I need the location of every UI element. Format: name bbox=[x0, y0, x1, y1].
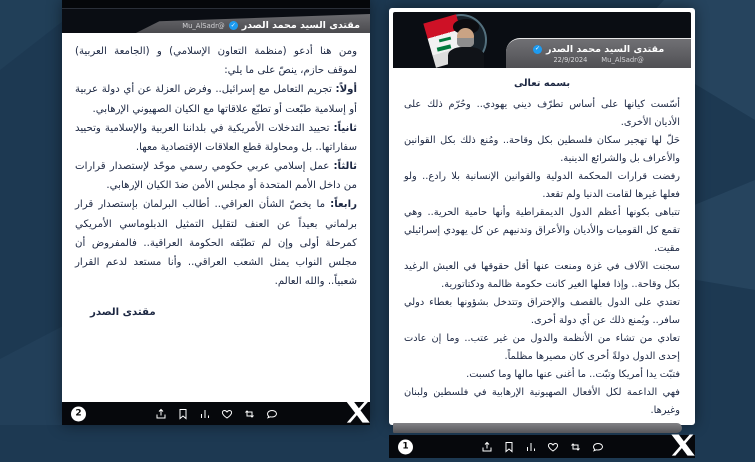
list-item-label: أولاً: bbox=[335, 84, 357, 96]
avatar bbox=[435, 14, 487, 66]
action-bar bbox=[62, 402, 370, 425]
profile-name: مقتدى السيد محمد الصدر bbox=[545, 43, 665, 55]
heart-icon[interactable] bbox=[221, 408, 233, 420]
post-paragraph: تعادي من تشاء من الأنظمة والدول من غير عتب.. وما إن عادت إحدى الدول دولةً أخرى كان مصيرها مظلماً. bbox=[404, 333, 680, 363]
page-number-badge: 2 bbox=[71, 406, 86, 421]
page-number-badge: 1 bbox=[398, 439, 413, 454]
action-bar bbox=[389, 435, 695, 458]
post-paragraph: رفضت قرارات المحكمة الدولية والقوانين الإنسانية بلا رادع.. ولو فعلها غيرها لقامت الدنيا ولم تقعد. bbox=[404, 171, 680, 201]
post-card-page-2 bbox=[62, 0, 370, 425]
profile-handle: @Mu_AlSadr bbox=[182, 21, 225, 30]
stats-icon[interactable] bbox=[525, 441, 537, 453]
post-paragraph: حَلّ لها تهجير سكان فلسطين بكل وقاحة.. ومُنع ذلك بكل القوانين والأعراف بل والشرائع الدينية. bbox=[404, 135, 680, 165]
post-paragraph: رابعاً: ما يخصّ الشأن العراقي.. أطالب البرلمان بإستصدار قرار برلماني بعيداً عن العنف لتقليل التمثيل الدبلوماسي الأمريكي كمرحلة أولى وإن لم تطبّقه الحكومة العراقية.. فالمفروض أن مجلس النواب يمثل الشعب العراقي.. وأنا مستعد لدعم القرار شعبياً.. والله العالم. bbox=[75, 199, 357, 288]
profile-name: مقتدى السيد محمد الصدر bbox=[241, 20, 360, 31]
heart-icon[interactable] bbox=[547, 441, 559, 453]
retweet-icon[interactable] bbox=[243, 408, 256, 420]
share-icon[interactable] bbox=[481, 441, 493, 453]
post-paragraph: تعتدي على الدول بالقصف والإختراق وتتدخل بشؤونها بغطاء دولي سافر.. ويُمنع ذلك عن أي دولة أخرى. bbox=[404, 297, 680, 327]
verified-badge-icon: ✓ bbox=[534, 45, 540, 52]
post-paragraph: أولاً: تجريم التعامل مع إسرائيل.. وفرض العزلة عن أي دولة عربية أو إسلامية طبّعت أو تطبّع علاقاتها مع الكيان الصهيوني الإرهابي. bbox=[75, 84, 357, 115]
post-header bbox=[62, 0, 370, 33]
post-paragraph: فتبّت يدا أمريكا وتبّت.. ما أغنى عنها مالها وما كسبت. bbox=[466, 369, 680, 381]
list-item-label: رابعاً: bbox=[330, 199, 357, 211]
x-logo[interactable] bbox=[670, 432, 696, 462]
list-item-label: ثالثاً: bbox=[333, 161, 357, 173]
retweet-icon[interactable] bbox=[569, 441, 582, 453]
comment-icon[interactable] bbox=[592, 441, 604, 453]
footer-swoosh bbox=[393, 423, 682, 433]
stats-icon[interactable] bbox=[199, 408, 211, 420]
post-paragraph: ثانياً: تحييد التدخلات الأمريكية في بلداننا العربية والإسلامية وتحييد سفاراتها.. بل ومحاولة قطع العلاقات الإقتصادية معها. bbox=[75, 122, 357, 153]
x-logo[interactable] bbox=[345, 399, 371, 429]
verified-badge-icon: ✓ bbox=[230, 21, 236, 29]
post-paragraph: تتباهى بكونها أعظم الدول الديمقراطية وأنها حامية الحرية.. وهي تقمع كل القوميات والأديان والأعراق وتدنيهم عن كل يهودي إسرائيلي مقيت. bbox=[404, 207, 680, 255]
post-date: 22/9/2024 bbox=[553, 55, 588, 64]
signature: مقتدى الصدر bbox=[90, 307, 156, 319]
comment-icon[interactable] bbox=[266, 408, 278, 420]
post-card-page-1 bbox=[389, 8, 695, 452]
bookmark-icon[interactable] bbox=[177, 408, 189, 420]
post-paragraph: سجنت الآلاف في غزة ومنعت عنها أقل حقوقها في العيش الرغيد بكل وقاحة.. وإذا فعلها الغير كانت حكومة ظالمة ودكتاتورية. bbox=[404, 261, 680, 291]
post-body bbox=[62, 33, 370, 322]
header-top-strip bbox=[62, 0, 370, 9]
post-header bbox=[393, 12, 691, 68]
post-paragraph: فهي الداعمة لكل الأفعال الصهيونية الإرهابية في فلسطين ولبنان وغيرها. bbox=[404, 387, 680, 417]
name-banner bbox=[506, 38, 691, 68]
post-paragraph: أسّست كيانها على أساس تطرّف ديني يهودي.. وحُرّم ذلك على الأديان الأخرى. bbox=[404, 99, 680, 129]
post-title: بسمه تعالى bbox=[513, 78, 571, 89]
post-body bbox=[393, 68, 691, 420]
post-paragraph: ثالثاً: عمل إسلامي عربي حكومي رسمي موحّد لإستصدار قرارات من داخل الأمم المتحدة أو مجلس الأمن ضدَ الكيان الإرهابي. bbox=[75, 161, 357, 192]
post-paragraph: ومن هنا أدعو (منظمة التعاون الإسلامي) و (الجامعة العربية) لموقف حازم، ينصّ على ما يلي: bbox=[75, 46, 357, 77]
profile-handle: @Mu_AlSadr bbox=[601, 55, 644, 64]
list-item-label: ثانياً: bbox=[333, 122, 357, 134]
share-icon[interactable] bbox=[155, 408, 167, 420]
bookmark-icon[interactable] bbox=[503, 441, 515, 453]
